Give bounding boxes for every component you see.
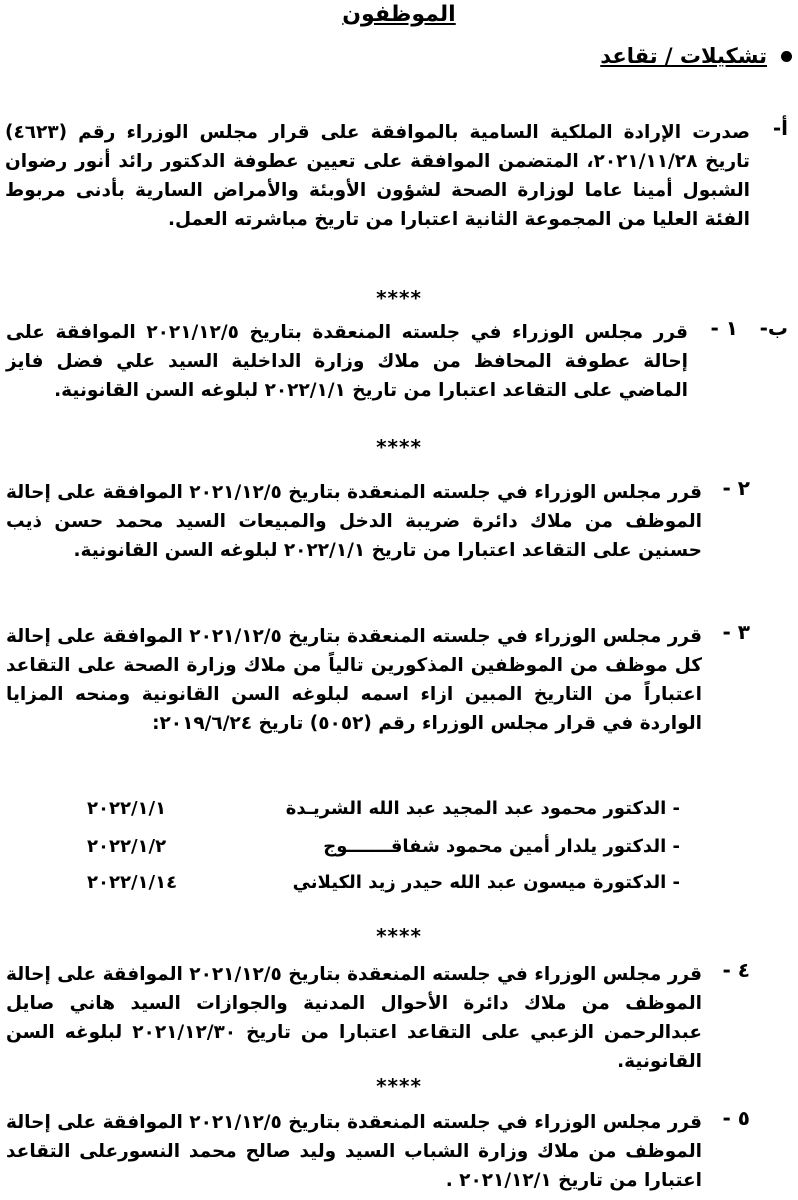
section-heading <box>600 44 792 68</box>
item-b4-text: قرر مجلس الوزراء في جلسته المنعقدة بتاريخ ٢٠٢١/١٢/٥ الموافقة على إحالة الموظف من ملاك دائرة الأحوال المدنية والجوازات السيد هاني صايل عبدالرحمن الزعبي على التقاعد اعتبارا من تاريخ ٢٠٢١/١٢/٣٠ لبلوغه السن القانونية. <box>6 964 702 1072</box>
item-b5-marker: ٥ - <box>722 1106 750 1130</box>
retiree-date: ٢٠٢٢/١/١ <box>87 798 167 819</box>
retiree-date: ٢٠٢٢/١/٢ <box>87 836 167 857</box>
retiree-name: - الدكتور محمود عبد المجيد عبد الله الشريـدة <box>285 798 680 819</box>
separator: **** <box>376 435 422 459</box>
section-label: تشكيلات / تقاعد <box>600 44 767 68</box>
retiree-date: ٢٠٢٢/١/١٤ <box>87 872 178 893</box>
item-b3-text: قرر مجلس الوزراء في جلسته المنعقدة بتاريخ ٢٠٢١/١٢/٥ الموافقة على إحالة كل موظف من الموظفين المذكورين تالياً من ملاك وزارة الصحة على التقاعد اعتباراً من التاريخ المبين ازاء اسمه لبلوغه السن القانونية ومنحه المزايا الواردة في قرار مجلس الوزراء رقم (٥٠٥٢) تاريخ ٢٠١٩/٦/٢٤: <box>6 626 702 734</box>
item-b1-text: قرر مجلس الوزراء في جلسته المنعقدة بتاريخ ٢٠٢١/١٢/٥ الموافقة على إحالة عطوفة المحافظ من ملاك وزارة الداخلية السيد علي فضل فايز الماضي على التقاعد اعتبارا من تاريخ ٢٠٢٢/١/١ لبلوغه السن القانونية. <box>6 322 688 401</box>
separator: **** <box>376 1074 422 1098</box>
item-a-text: صدرت الإرادة الملكية السامية بالموافقة على قرار مجلس الوزراء رقم (٤٦٢٣) تاريخ ٢٠٢١/١١/٢٨، المتضمن الموافقة على تعيين عطوفة الدكتور رائد أنور رضوان الشبول أمينا عاما لوزارة الصحة لشؤون الأوبئة والأمراض السارية بأدنى مربوط الفئة العليا من المجموعة الثانية اعتبارا من تاريخ مباشرته العمل. <box>5 122 751 230</box>
retiree-name: - الدكتورة ميسون عبد الله حيدر زيد الكيلاني <box>292 872 680 893</box>
separator: **** <box>376 924 422 948</box>
item-b2-text: قرر مجلس الوزراء في جلسته المنعقدة بتاريخ ٢٠٢١/١٢/٥ الموافقة على إحالة الموظف من ملاك دائرة ضريبة الدخل والمبيعات السيد محمد حسن ذيب حسنين على التقاعد اعتبارا من تاريخ ٢٠٢٢/١/١ لبلوغه السن القانونية. <box>6 482 702 561</box>
item-b2-marker: ٢ - <box>722 476 750 500</box>
item-b1-marker: ١ - <box>710 316 738 340</box>
bullet-icon <box>781 51 792 62</box>
item-b5-text: قرر مجلس الوزراء في جلسته المنعقدة بتاريخ ٢٠٢١/١٢/٥ الموافقة على إحالة الموظف من ملاك وزارة الشباب السيد وليد صالح محمد النسورعلى التقاعد اعتبارا من تاريخ ٢٠٢١/١٢/١ . <box>6 1112 702 1191</box>
item-b4-marker: ٤ - <box>722 958 750 982</box>
item-b-marker: ب- <box>759 316 788 340</box>
separator: **** <box>376 286 422 310</box>
item-a-marker: أ- <box>772 116 788 140</box>
page-title: الموظفون <box>342 2 456 27</box>
retiree-name: - الدكتور يلدار أمين محمود شفاقـــــــوج <box>323 836 680 857</box>
item-b3-marker: ٣ - <box>722 620 750 644</box>
